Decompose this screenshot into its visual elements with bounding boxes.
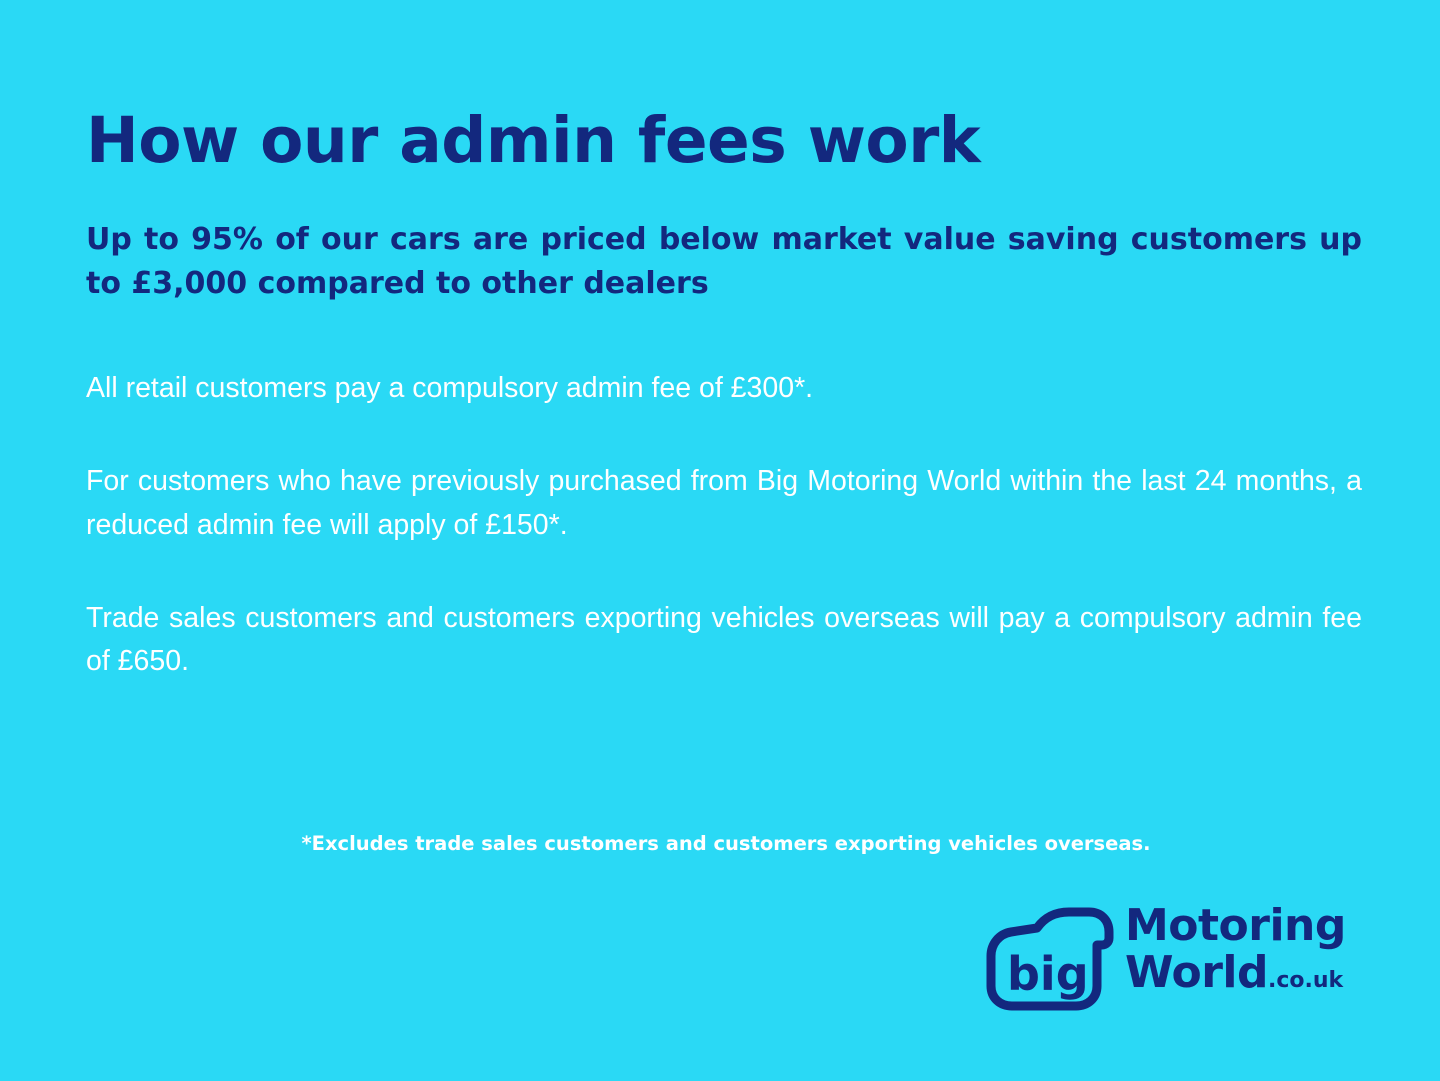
- page-title: How our admin fees work: [86, 104, 981, 177]
- paragraph-returning-customer-fee: For customers who have previously purchased from Big Motoring World within the last 24 months, a reduced admin fee will apply of £150*.: [86, 465, 1362, 541]
- paragraph-trade-export-fee: Trade sales customers and customers exporting vehicles overseas will pay a compulsory admin fee of £650.: [86, 602, 1362, 678]
- logo-line-motoring: Motoring: [1125, 900, 1346, 951]
- subheading: Up to 95% of our cars are priced below market value saving customers up to £3,000 compared to other dealers: [86, 222, 1362, 301]
- footnote: *Excludes trade sales customers and customers exporting vehicles overseas.: [301, 832, 1151, 855]
- slide-content: [86, 104, 1366, 684]
- logo-line-world: [1125, 947, 1346, 999]
- big-car-icon: [985, 904, 1117, 1019]
- logo-wordmark: [1125, 900, 1346, 999]
- svg-text:big: big: [1007, 947, 1089, 1001]
- paragraph-retail-fee: All retail customers pay a compulsory admin fee of £300*.: [86, 372, 814, 405]
- brand-logo: [985, 898, 1365, 1018]
- logo-world-text: World: [1125, 947, 1268, 999]
- logo-domain-suffix: .co.uk: [1267, 968, 1344, 994]
